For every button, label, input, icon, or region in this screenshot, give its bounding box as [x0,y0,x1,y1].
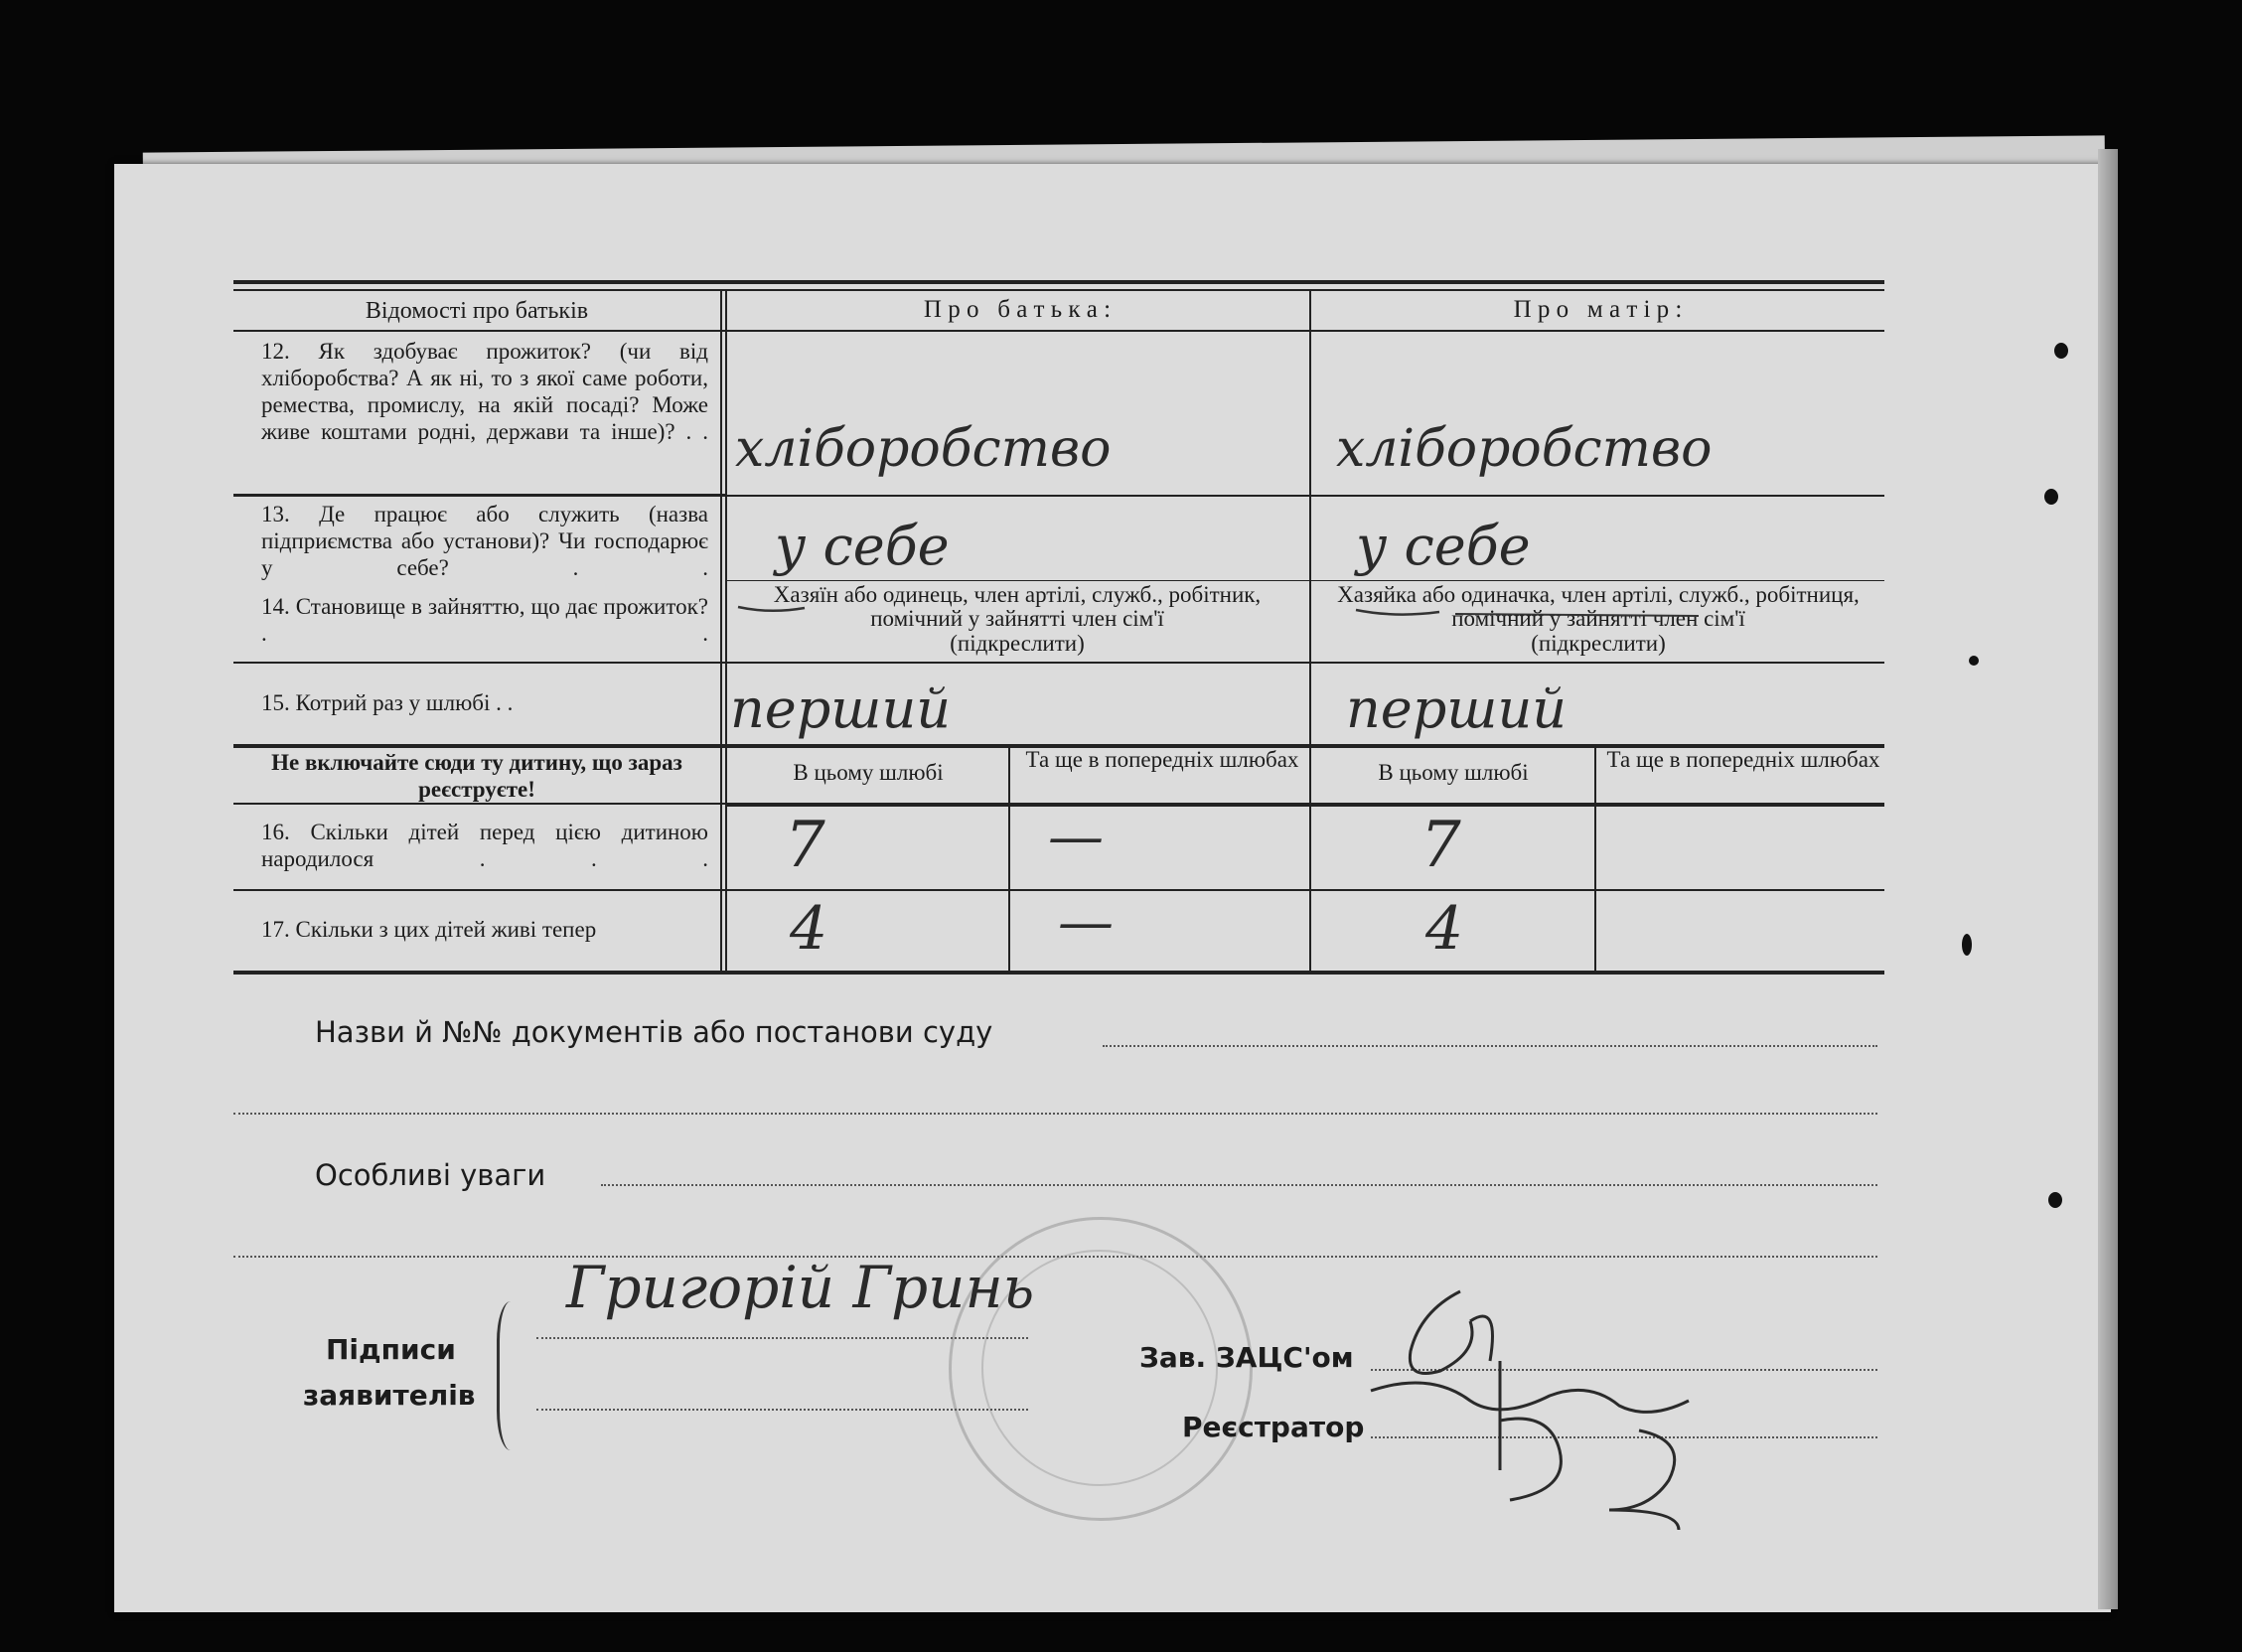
hw-father-marriage: перший [730,677,952,740]
registrar-signature [1351,1272,1728,1550]
hw-mother-children-alive: 4 [1425,894,1464,964]
question-16: 16. Скільки дітей перед цією дитиною народилося . . . [261,820,708,871]
applicant-signature: Григорій Гринь [566,1254,1035,1321]
binding-hole [2048,1192,2062,1208]
signatures-label-2: заявителів [303,1379,476,1412]
question-13: 13. Де працює або служить (назва підприємства або установи)? Чи господарює у себе? . . [261,502,708,580]
hw-father-children-born: 7 [785,809,825,882]
page-stack-edge [2098,149,2118,1609]
binding-hole [1969,656,1979,666]
header-mother: П р о м а т і р : [1513,296,1683,323]
mother-underline-hint: (підкреслити) [1531,631,1666,656]
documents-line [1103,1045,1877,1047]
binding-hole [2044,489,2058,505]
hw-father-children-born-prev: — [1048,805,1104,869]
hw-father-workplace: у себе [775,515,950,577]
question-12: 12. Як здобуває прожиток? (чи від хліборобства? А як ні, то з якої саме роботи, ремества, промислу, на якій посаді? Може живе коштами родні, держави та інше)? . . [261,339,708,444]
hw-mother-occupation: хліборобство [1336,419,1713,479]
applicant-signature-line [536,1337,1028,1339]
signatures-bracket [497,1301,514,1450]
applicant-signature-line-2 [536,1409,1028,1411]
documents-line-2 [233,1113,1877,1115]
remarks-line [601,1184,1877,1186]
hw-mother-workplace: у себе [1356,515,1531,577]
father-col-previous: Та ще в попередніх шлюбах [1025,747,1299,772]
remarks-label: Особливі уваги [315,1158,546,1192]
mother-col-previous: Та ще в попередніх шлюбах [1606,747,1880,772]
hw-father-children-alive: 4 [790,894,828,964]
father-col-this-marriage: В цьому шлюбі [793,760,944,785]
hw-mother-children-born: 7 [1420,809,1461,882]
father-underline-hint: (підкреслити) [950,631,1085,656]
binding-hole [1962,934,1972,956]
binding-hole [2054,343,2068,359]
question-14: 14. Становище в зайняттю, що дає прожиток? . . [261,594,708,646]
mother-col-this-marriage: В цьому шлюбі [1378,760,1529,785]
hw-mother-marriage: перший [1346,677,1568,740]
children-note: Не включайте сюди ту дитину, що зараз реєструєте! [271,750,682,802]
header-label: Відомості про батьків [365,298,589,324]
question-17: 17. Скільки з цих дітей живі тепер [261,917,597,942]
mother-occupation-options: Хазяйка або одиначка, член артілі, служб., робітниця, помічний у зайнятті член сім'ї [1337,582,1860,631]
head-label: Зав. ЗАЦС'ом [1139,1341,1354,1374]
question-15: 15. Котрий раз у шлюбі . . [261,690,514,715]
occupation-underlines [233,280,1884,976]
registrar-label: Реєстратор [1182,1411,1365,1443]
header-father: П р о б а т ь к а : [923,296,1112,323]
father-occupation-options: Хазяїн або одинець, член артілі, служб., робітник, помічний у зайнятті член сім'ї [773,582,1262,631]
signatures-label-1: Підписи [326,1333,456,1366]
hw-father-children-alive-prev: — [1058,890,1114,955]
documents-label: Назви й №№ документів або постанови суду [315,1015,993,1049]
hw-father-occupation: хліборобство [735,419,1112,479]
parents-info-table [233,280,1884,976]
